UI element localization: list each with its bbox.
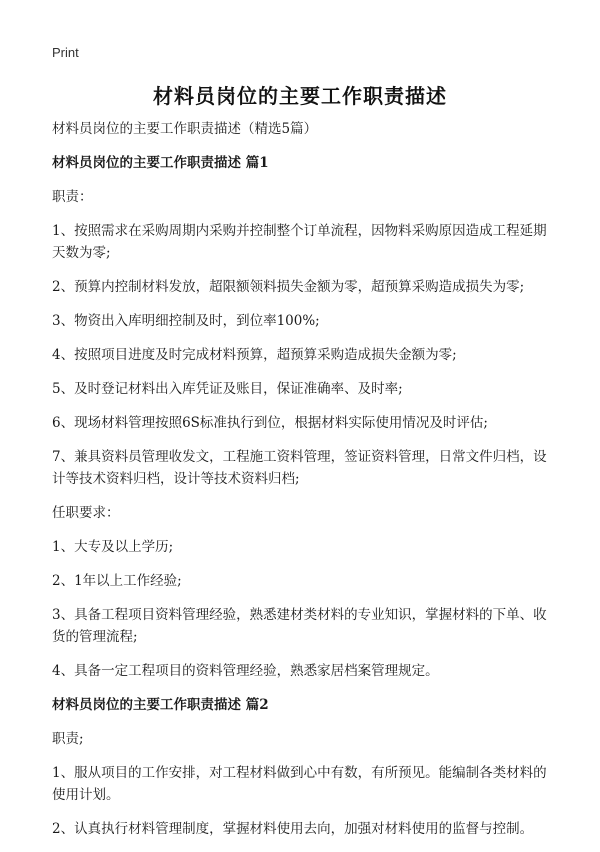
list-item: 7、兼具资料员管理收发文，工程施工资料管理，签证资料管理，日常文件归档，设计等技术资料归档，设计等技术资料归档; [52,449,547,487]
list-item: 4、按照项目进度及时完成材料预算，超预算采购造成损失金额为零; [52,347,457,363]
list-item: 2、1年以上工作经验; [52,573,182,589]
page-title: 材料员岗位的主要工作职责描述 [153,84,447,108]
list-item: 3、具备工程项目资料管理经验，熟悉建材类材料的专业知识，掌握材料的下单、收货的管理流程; [52,607,547,645]
list-item: 1、服从项目的工作安排，对工程材料做到心中有数，有所预见。能编制各类材料的使用计划。 [52,765,547,803]
document-body [52,118,550,852]
list-item: 2、预算内控制材料发放，超限额领料损失金额为零，超预算采购造成损失为零; [52,279,525,295]
list-item: 1、按照需求在采购周期内采购并控制整个订单流程，因物料采购原因造成工程延期天数为零; [52,223,547,261]
requirements-label-1: 任职要求： [52,505,120,521]
list-item: 6、现场材料管理按照6S标准执行到位，根据材料实际使用情况及时评估; [52,415,488,431]
print-link[interactable]: Print [52,45,79,60]
duties-label-1: 职责： [52,189,93,205]
list-item: 3、物资出入库明细控制及时，到位率100%; [52,313,320,329]
duties-label-2: 职责; [52,731,84,747]
list-item: 1、大专及以上学历; [52,539,174,555]
document-subtitle: 材料员岗位的主要工作职责描述（精选5篇） [52,121,318,137]
section-heading-1: 材料员岗位的主要工作职责描述 篇1 [52,155,269,171]
list-item: 2、认真执行材料管理制度，掌握材料使用去向，加强对材料使用的监督与控制。 [52,821,534,837]
list-item: 5、及时登记材料出入库凭证及账目，保证准确率、及时率; [52,381,403,397]
section-heading-2: 材料员岗位的主要工作职责描述 篇2 [52,697,269,713]
list-item: 4、具备一定工程项目的资料管理经验，熟悉家居档案管理规定。 [52,663,439,679]
